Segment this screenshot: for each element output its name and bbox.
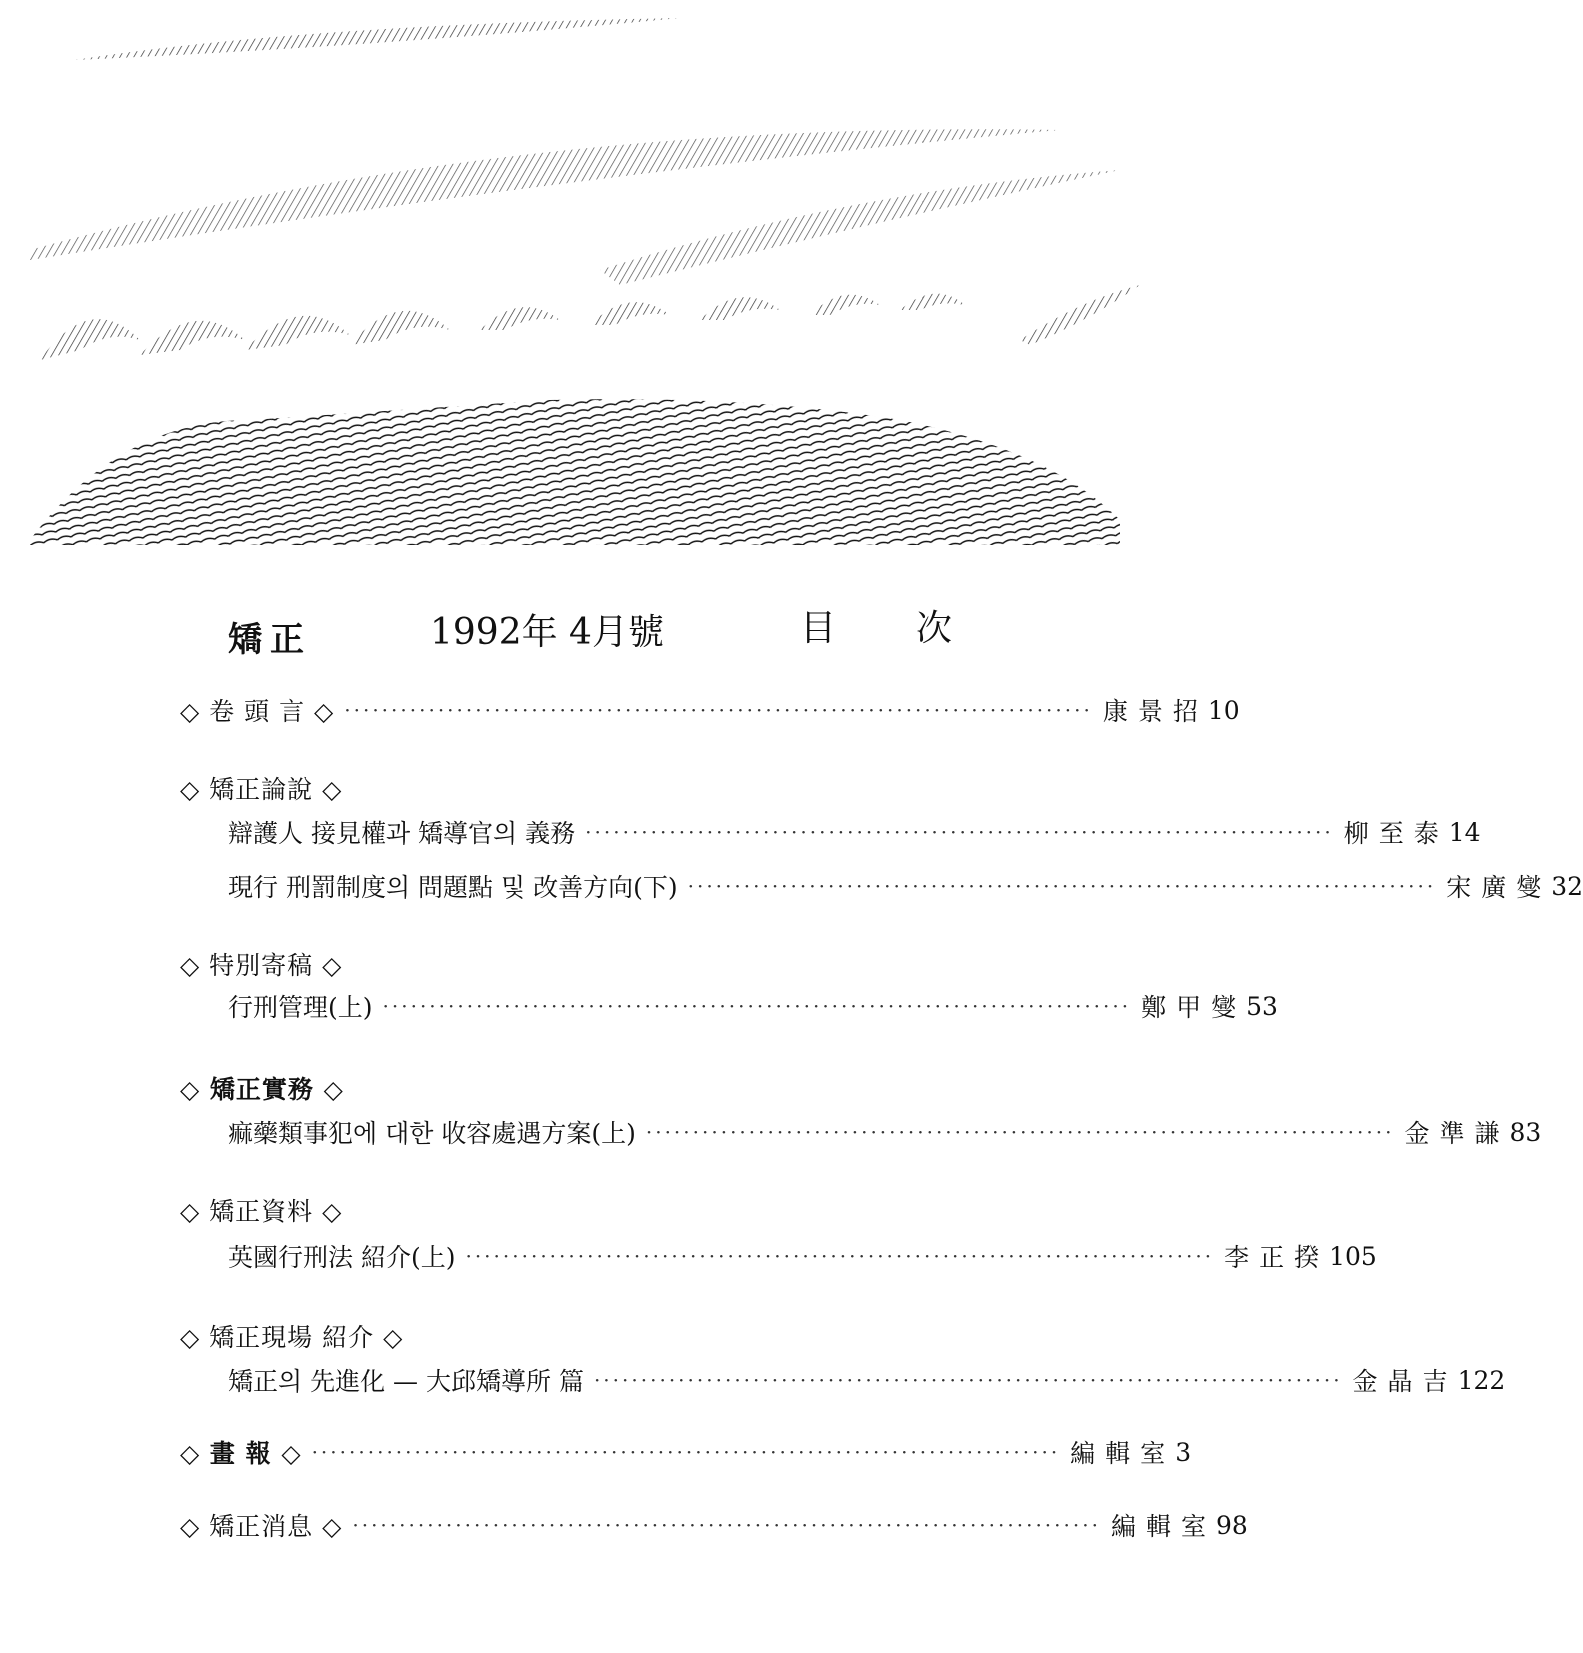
cloud-streak-right bbox=[600, 170, 1120, 285]
toc-page-number: 10 bbox=[1207, 695, 1240, 725]
leader-dots: ················································································ bbox=[687, 874, 1437, 898]
toc-entry bbox=[228, 986, 1278, 1026]
toc-entry bbox=[180, 690, 1240, 730]
toc-author: 編輯室 bbox=[1070, 1439, 1176, 1468]
cloud-streak-mid bbox=[30, 129, 1060, 260]
leader-dots: ················································································ bbox=[311, 1440, 1061, 1464]
toc-author: 金準謙 bbox=[1404, 1119, 1510, 1148]
toc-entry bbox=[228, 866, 1583, 906]
toc-section-heading bbox=[180, 1190, 1090, 1230]
toc-title: 辯護人 接見權과 矯導官의 義務 bbox=[228, 819, 576, 848]
toc-author: 鄭甲燮 bbox=[1141, 993, 1247, 1022]
toc-title: ◇ 特別寄稿 ◇ bbox=[180, 951, 343, 980]
toc-section-heading bbox=[180, 944, 1090, 984]
toc-title: 痲藥類事犯에 대한 收容處遇方案(上) bbox=[228, 1119, 636, 1148]
toc-entry bbox=[180, 1505, 1248, 1545]
toc-author: 宋廣燮 bbox=[1446, 873, 1552, 902]
toc-page-number: 122 bbox=[1457, 1365, 1506, 1395]
toc-author: 編輯室 bbox=[1110, 1512, 1216, 1541]
toc-entry bbox=[228, 1112, 1542, 1152]
toc-entry bbox=[228, 1360, 1506, 1400]
cloud-streak-low-right bbox=[1020, 285, 1140, 345]
cloud-streak-top bbox=[75, 18, 680, 60]
toc-page-number: 53 bbox=[1246, 991, 1278, 1021]
grassland bbox=[30, 399, 1120, 545]
cover-illustration bbox=[0, 0, 1160, 580]
toc-title: ◇ 卷 頭 言 ◇ bbox=[180, 697, 335, 726]
toc-author: 李正揆 bbox=[1224, 1243, 1330, 1272]
leader-dots: ················································································ bbox=[645, 1120, 1395, 1144]
toc-title: 矯正의 先進化 — 大邱矯導所 篇 bbox=[228, 1367, 584, 1396]
toc-entry bbox=[180, 1432, 1192, 1472]
toc-page-number: 32 bbox=[1551, 871, 1583, 901]
toc-entry bbox=[228, 812, 1481, 852]
toc-title: ◇ 畫 報 ◇ bbox=[180, 1439, 302, 1468]
toc-title: ◇ 矯正實務 ◇ bbox=[180, 1075, 344, 1104]
toc-page-number: 98 bbox=[1215, 1510, 1248, 1540]
hill-row bbox=[40, 294, 965, 360]
toc-title: ◇ 矯正消息 ◇ bbox=[180, 1512, 343, 1541]
issue-date: 1992年 4月號 bbox=[430, 612, 664, 653]
toc-heading: 目次 bbox=[800, 608, 1033, 649]
toc-title: 行刑管理(上) bbox=[228, 993, 373, 1022]
toc-section-heading bbox=[180, 768, 1090, 808]
toc-page-number: 105 bbox=[1329, 1241, 1377, 1271]
magazine-logo: 矯正 bbox=[228, 620, 312, 660]
toc-page-number: 14 bbox=[1448, 817, 1481, 847]
leader-dots: ················································································ bbox=[585, 820, 1334, 844]
leader-dots: ················································································ bbox=[465, 1244, 1215, 1268]
toc-title: ◇ 矯正現場 紹介 ◇ bbox=[180, 1323, 404, 1352]
toc-title: ◇ 矯正論說 ◇ bbox=[180, 775, 343, 804]
toc-section-heading bbox=[180, 1316, 1090, 1356]
toc-author: 柳至泰 bbox=[1343, 819, 1449, 848]
toc-author: 康景招 bbox=[1102, 697, 1208, 726]
leader-dots: ················································································ bbox=[593, 1368, 1343, 1392]
leader-dots: ················································································ bbox=[382, 994, 1132, 1018]
toc-page-number: 3 bbox=[1175, 1437, 1192, 1467]
toc-title: 英國行刑法 紹介(上) bbox=[228, 1243, 456, 1272]
toc-author: 金晶吉 bbox=[1352, 1367, 1458, 1396]
toc-title: 現行 刑罰制度의 問題點 및 改善方向(下) bbox=[228, 873, 678, 902]
leader-dots: ················································································ bbox=[344, 698, 1093, 722]
leader-dots: ················································································ bbox=[352, 1513, 1101, 1537]
page-header bbox=[0, 600, 1160, 660]
toc-title: ◇ 矯正資料 ◇ bbox=[180, 1197, 343, 1226]
toc-page-number: 83 bbox=[1509, 1117, 1542, 1147]
toc-section-heading bbox=[180, 1068, 1090, 1108]
toc-entry bbox=[228, 1236, 1377, 1276]
